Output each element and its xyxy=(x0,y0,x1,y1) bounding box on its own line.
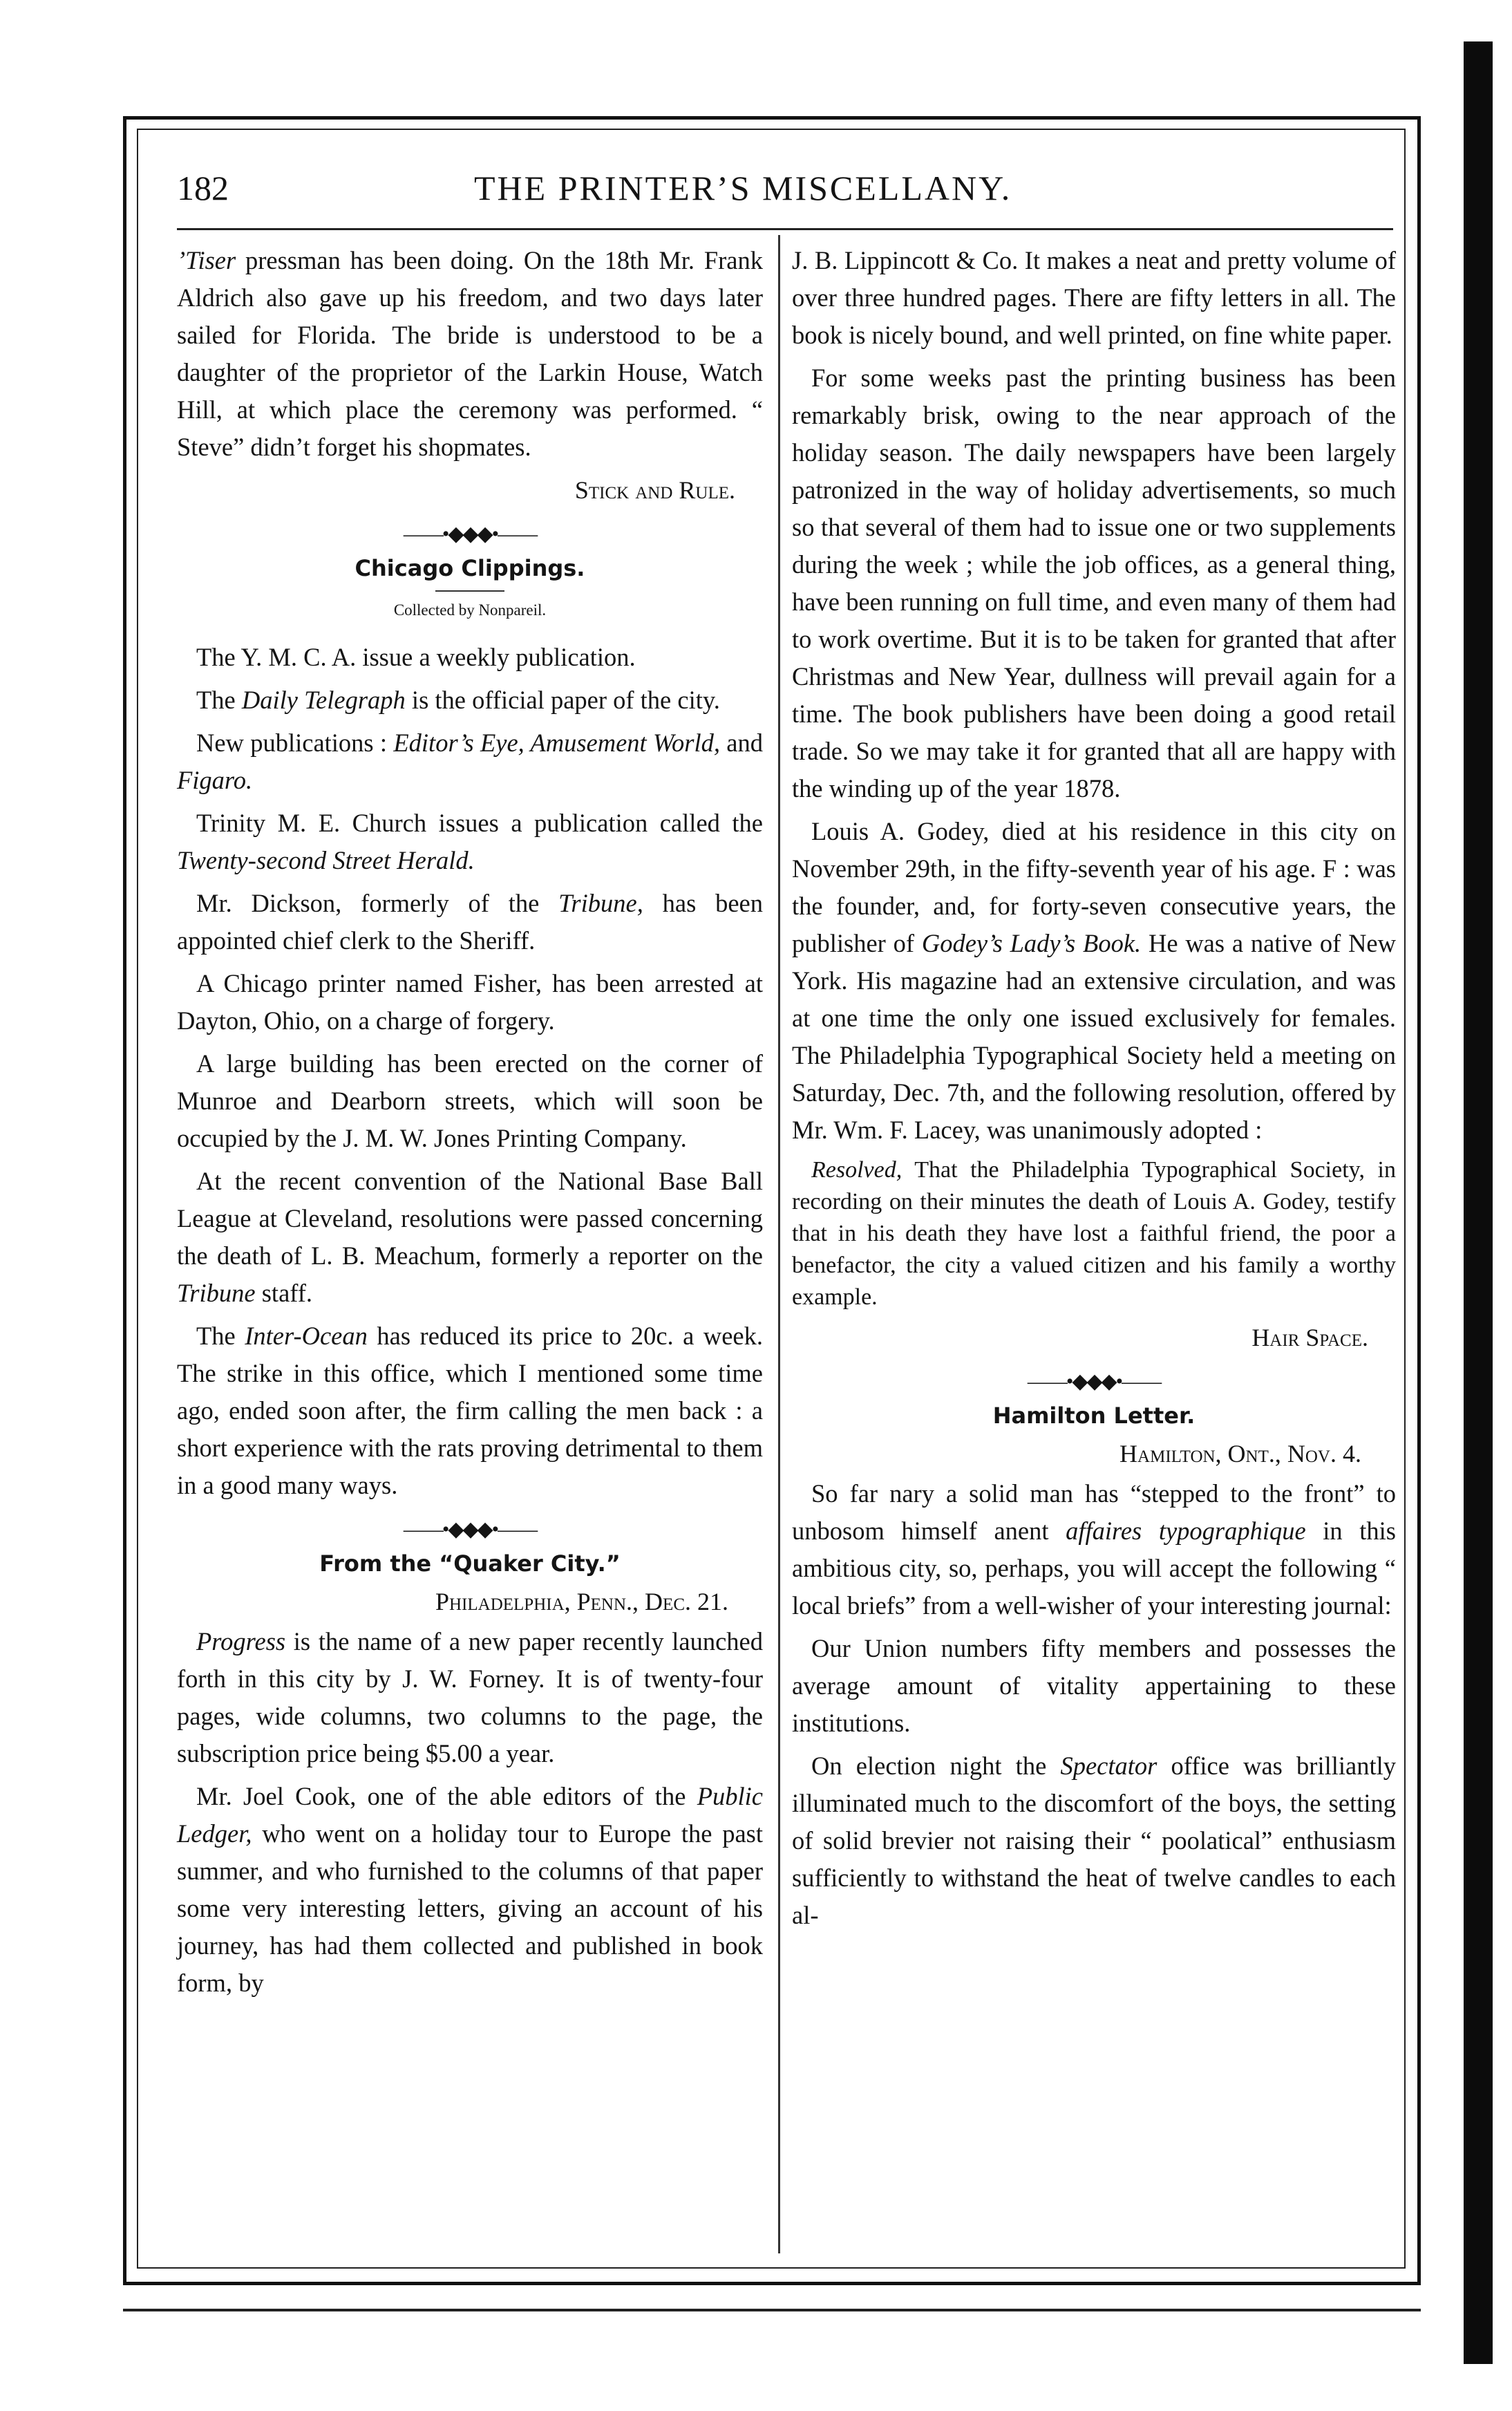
text: has reduced its price to 20c. a week. The strike in this office, which I mentioned some time ago, ended soon after, the firm calling the men back : a short experience with the rats proving detrimental to them in a good many ways. xyxy=(177,1322,763,1499)
dateline: Philadelphia, Penn., Dec. 21. xyxy=(435,1588,728,1615)
text: That the Philadelphia Typographical Society, in recording on their minutes the death of Louis A. Godey, testify that in his death they have lost a faithful friend, the poor a benefactor, the city a valued citizen and his family a worthy example. xyxy=(792,1157,1396,1310)
italic-text: Resolved, xyxy=(811,1157,903,1183)
scan-edge-shadow xyxy=(1464,41,1493,2364)
text: office was brilliantly illuminated much to the discomfort of the boys, the setting of solid brevier not raising their “ poolatical” enthusiasm sufficiently to withstand the heat of twelve candles to each al- xyxy=(792,1752,1396,1929)
section-title: From the “Quaker City.” xyxy=(319,1550,621,1577)
text: is the official paper of the city. xyxy=(405,686,720,714)
header-rule xyxy=(177,228,1393,230)
text: So far nary a solid man has “stepped to the front” to unbosom himself anent xyxy=(792,1479,1396,1545)
paragraph xyxy=(177,1778,763,2002)
page-number: 182 xyxy=(177,169,229,207)
text: New publications : xyxy=(196,729,394,757)
running-header xyxy=(177,160,1393,216)
text: At the recent convention of the National Base Ball League at Cleveland, resolutions were passed concerning the death of L. B. Meachum, formerly a reporter on the xyxy=(177,1167,763,1270)
section-ornament: ——•◆◆◆•—— xyxy=(1027,1370,1161,1393)
paragraph xyxy=(177,805,763,879)
text: is the name of a new paper recently launched forth in this city by J. W. Forney. It is of twenty-four pages, wide columns, two columns to the page, the subscription price being $5.00 a year. xyxy=(177,1627,763,1767)
byline: Collected by Nonpareil. xyxy=(393,601,547,619)
italic-text: Tribune, xyxy=(558,889,643,917)
text: and xyxy=(720,729,763,757)
paragraph xyxy=(177,242,763,466)
running-title: THE PRINTER’S MISCELLANY. xyxy=(474,169,1012,207)
text: who went on a holiday tour to Europe the past summer, and who furnished to the columns of that paper some very interesting letters, giving an account of his journey, has had them collected and published in book form, by xyxy=(177,1819,763,1997)
column-divider xyxy=(778,235,780,2253)
right-column xyxy=(792,242,1396,1940)
italic-text: Inter-Ocean xyxy=(245,1322,368,1350)
text: staff. xyxy=(255,1279,313,1307)
paragraph xyxy=(177,1623,763,1772)
section-ornament: ——•◆◆◆•—— xyxy=(403,1518,537,1541)
text: He was a native of New York. His magazine had an extensive circulation, and was at one time the only one issued exclusively for females. The Philadelphia Typographical Society held a meeting on Saturday, Dec. 7th, and the following resolution, offered by Mr. Wm. F. Lacey, was unanimously adopted : xyxy=(792,929,1396,1144)
paragraph xyxy=(792,1475,1396,1624)
text: pressman has been doing. On the 18th Mr. Frank Aldrich also gave up his freedom, and two days later sailed for Florida. The bride is understood to be a daughter of the proprietor of the Larkin House, Watch Hill, at which place the ceremony was performed. “ Steve” didn’t forget his shopmates. xyxy=(177,246,763,461)
italic-text: ’Tiser xyxy=(177,246,236,274)
italic-text: Spectator xyxy=(1060,1752,1157,1780)
italic-text: Progress xyxy=(196,1627,286,1655)
left-column xyxy=(177,242,763,2007)
section-title: Chicago Clippings. xyxy=(355,555,585,581)
italic-text: Twenty-second Street Herald. xyxy=(177,846,475,874)
italic-text: Figaro. xyxy=(177,766,253,794)
section-title: Hamilton Letter. xyxy=(992,1402,1196,1429)
short-rule xyxy=(435,590,504,592)
text: has been appointed chief clerk to the Sheriff. xyxy=(177,889,763,955)
text: Trinity M. E. Church issues a publication called the xyxy=(196,809,763,837)
paragraph xyxy=(792,1747,1396,1934)
italic-text: Editor’s Eye, Amusement World, xyxy=(393,729,720,757)
italic-text: Daily Telegraph xyxy=(241,686,406,714)
signature: Hair Space. xyxy=(1251,1324,1368,1351)
paragraph xyxy=(177,682,763,719)
italic-text: Tribune xyxy=(177,1279,256,1307)
paragraph xyxy=(792,813,1396,1149)
resolution-paragraph xyxy=(792,1154,1396,1313)
paragraph: A large building has been erected on the corner of Munroe and Dearborn streets, which will soon be occupied by the J. M. W. Jones Printing Company. xyxy=(177,1049,763,1152)
signature: Stick and Rule. xyxy=(574,476,735,504)
paragraph xyxy=(177,885,763,959)
paragraph: For some weeks past the printing business has been remarkably brisk, owing to the near approach of the holiday season. The daily newspapers have been largely patronized in the way of holiday advertisements, so much so that several of them had to issue one or two supplements during the week ; while the job offices, as a general thing, have been running on full time, and even many of them had to work overtime. But it is to be taken for granted that after Christmas and New Year, dullness will prevail again for a time. The book publishers have been doing a good retail trade. So we may take it for granted that all are happy with the winding up of the year 1878. xyxy=(792,364,1396,803)
paragraph: A Chicago printer named Fisher, has been arrested at Dayton, Ohio, on a charge of forgery. xyxy=(177,969,763,1035)
bottom-rule xyxy=(123,2309,1421,2311)
paragraph xyxy=(177,1163,763,1312)
text: Mr. Dickson, formerly of the xyxy=(196,889,559,917)
text: The xyxy=(196,686,242,714)
text: Mr. Joel Cook, one of the able editors of the xyxy=(196,1782,697,1810)
section-ornament: ——•◆◆◆•—— xyxy=(403,523,537,545)
italic-text: Godey’s Lady’s Book. xyxy=(921,929,1142,957)
italic-text: Public Ledger, xyxy=(177,1782,763,1848)
paragraph: The Y. M. C. A. issue a weekly publication. xyxy=(196,643,636,671)
text: in this ambitious city, so, perhaps, you will accept the following “ local briefs” from a well-wisher of your interesting journal: xyxy=(792,1517,1396,1620)
italic-text: affaires typographique xyxy=(1066,1517,1306,1545)
paragraph: J. B. Lippincott & Co. It makes a neat and pretty volume of over three hundred pages. There are fifty letters in all. The book is nicely bound, and well printed, on fine white paper. xyxy=(792,246,1396,349)
dateline: Hamilton, Ont., Nov. 4. xyxy=(1119,1440,1361,1467)
paragraph: Our Union numbers fifty members and possesses the average amount of vitality appertaining to these institutions. xyxy=(792,1634,1396,1737)
text: On election night the xyxy=(811,1752,1061,1780)
text: Louis A. Godey, died at his residence in this city on November 29th, in the fifty-seventh year of his age. F : was the founder, and, for forty-seven consecutive years, the publisher of xyxy=(792,817,1396,957)
paragraph xyxy=(177,1317,763,1504)
paragraph xyxy=(177,724,763,799)
text: The xyxy=(196,1322,245,1350)
